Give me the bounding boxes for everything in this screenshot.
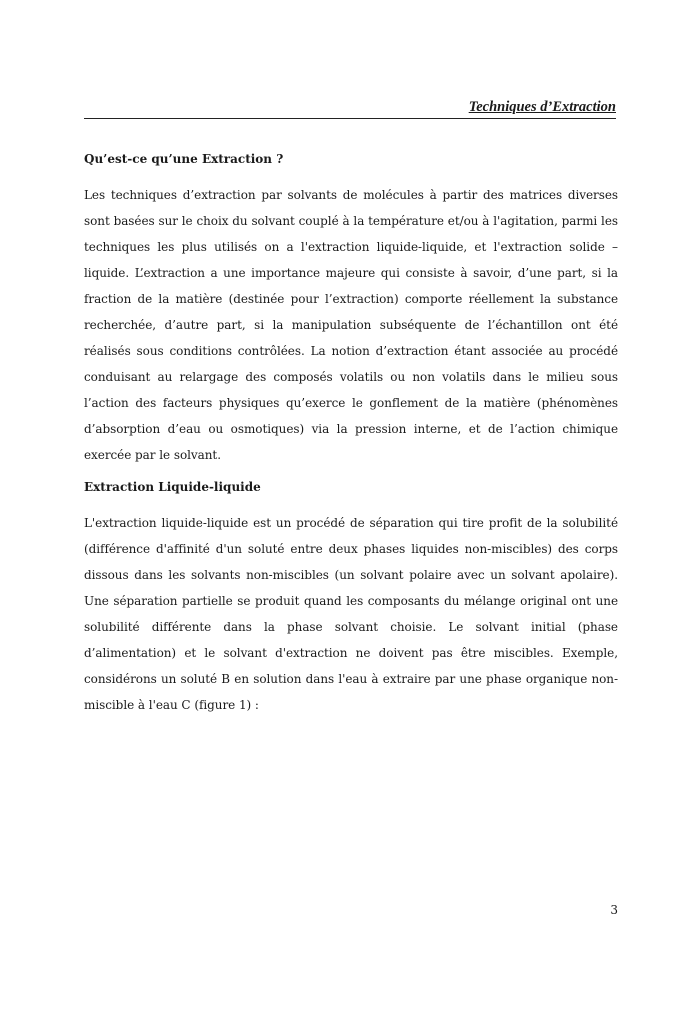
section-heading-liquid-liquid: Extraction Liquide-liquide: [84, 480, 261, 494]
section-paragraph-liquid-liquid: L'extraction liquide-liquide est un procédé de séparation qui tire profit de la solubilité (différence d'affinité d'un soluté entre deux phases liquides non-miscibles) des corps dissous dans les solvants non-miscibles (un solvant polaire avec un solvant apolaire). Une séparation partielle se produit quand les composants du mélange original ont une solubilité différente dans la phase solvant choisie. Le solvant initial (phase d’alimentation) et le solvant d'extraction ne doivent pas être miscibles. Exemple, considérons un soluté B en solution dans l'eau à extraire par une phase organique non-miscible à l'eau C (figure 1) :: [84, 516, 618, 712]
document-body: [84, 150, 618, 728]
section-paragraph-what-is-extraction: Les techniques d’extraction par solvants de molécules à partir des matrices diverses sont basées sur le choix du solvant couplé à la température et/ou à l'agitation, parmi les techniques les plus utilisés on a l'extraction liquide-liquide, et l'extraction solide –liquide. L’extraction a une importance majeure qui consiste à savoir, d’une part, si la fraction de la matière (destinée pour l’extraction) comporte réellement la substance recherchée, d’autre part, si la manipulation subséquente de l’échantillon ont été réalisés sous conditions contrôlées. La notion d’extraction étant associée au procédé conduisant au relargage des composés volatils ou non volatils dans le milieu sous l’action des facteurs physiques qu’exerce le gonflement de la matière (phénomènes d’absorption d’eau ou osmotiques) via la pression interne, et de l’action chimique exercée par le solvant.: [84, 188, 618, 462]
page-number: 3: [610, 903, 618, 917]
header-title: Techniques d’Extraction: [468, 99, 616, 115]
page-header: [84, 98, 616, 119]
section-heading-what-is-extraction: Qu’est-ce qu’une Extraction ?: [84, 152, 284, 166]
